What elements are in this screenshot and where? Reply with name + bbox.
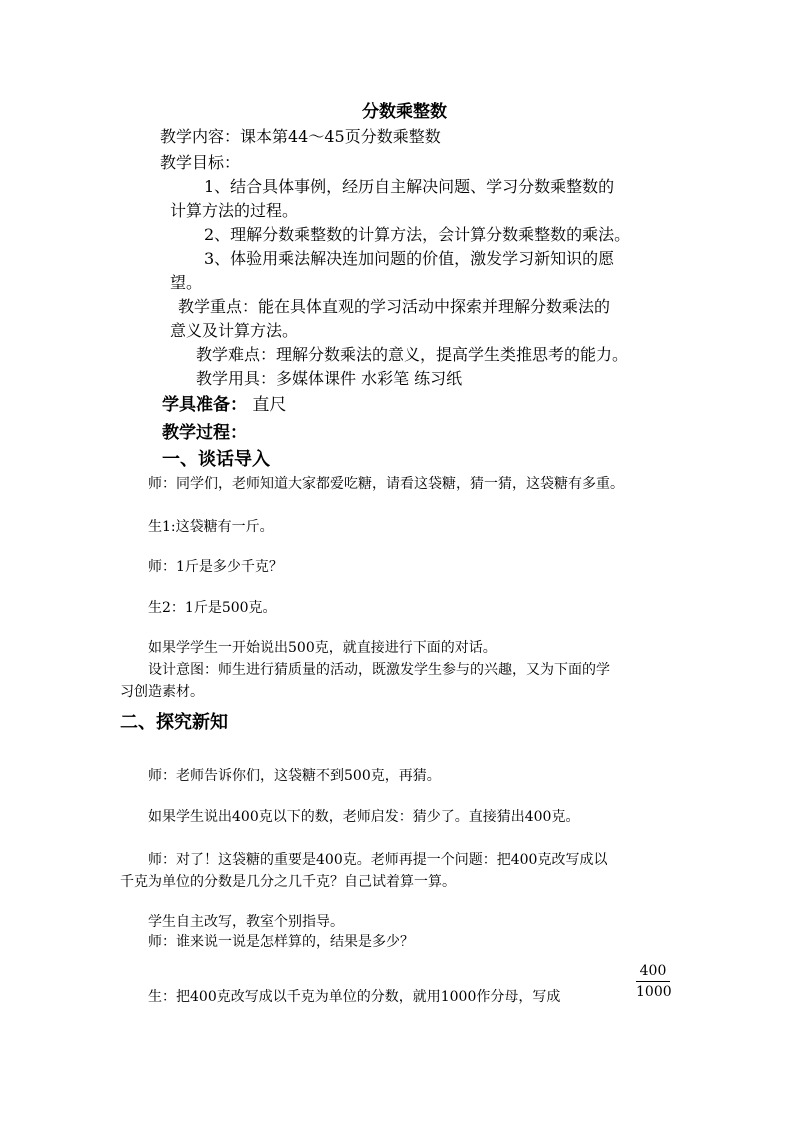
prep-row	[162, 394, 286, 416]
teaching-tools: 教学用具：多媒体课件 水彩笔 练习纸	[196, 369, 463, 388]
goals-label: 教学目标：	[160, 153, 241, 172]
section-1-heading: 一、谈话导入	[162, 449, 270, 470]
section-1-line-1: 师：同学们，老师知道大家都爱吃糖，请看这袋糖，猜一猜，这袋糖有多重。	[148, 476, 624, 492]
section-1-line-3: 师：1斤是多少千克？	[148, 559, 283, 575]
goal-2: 2、理解分数乘整数的计算方法，会计算分数乘整数的乘法。	[204, 225, 631, 244]
difficulty: 教学难点：理解分数乘法的意义，提高学生类推思考的能力。	[196, 345, 629, 364]
goal-3-line-2: 望。	[170, 273, 203, 292]
prep-value: 直尺	[252, 395, 287, 415]
section-1-line-5: 如果学学生一开始说出500克，就直接进行下面的对话。	[148, 640, 497, 656]
fraction-400-over-1000	[636, 962, 670, 1001]
prep-label: 学具准备：	[162, 395, 247, 415]
goal-1-line-1: 1、结合具体事例，经历自主解决问题、学习分数乘整数的	[204, 177, 615, 196]
design-intent-line-2: 习创造素材。	[120, 684, 204, 700]
goal-3-line-1: 3、体验用乘法解决连加问题的价值，激发学习新知识的愿	[204, 249, 615, 268]
section-2-line-2: 如果学生说出400克以下的数，老师启发：猜少了。直接猜出400克。	[148, 809, 580, 825]
teaching-content: 教学内容：课本第44～45页分数乘整数	[160, 127, 441, 146]
section-2-heading: 二、探究新知	[120, 712, 228, 733]
fraction-denominator: 1000	[636, 984, 672, 1000]
section-2-line-3a: 师：对了！这袋糖的重要是400克。老师再提一个问题：把400克改写成以	[148, 852, 608, 868]
section-1-line-2: 生1:这袋糖有一斤。	[148, 519, 274, 535]
section-2-line-1: 师：老师告诉你们，这袋糖不到500克，再猜。	[148, 768, 441, 784]
design-intent-line-1: 设计意图：师生进行猜质量的活动，既激发学生参与的兴趣，又为下面的学	[148, 662, 610, 678]
process-label: 教学过程：	[162, 423, 247, 443]
key-points-line-1: 教学重点：能在具体直观的学习活动中探索并理解分数乘法的	[178, 297, 611, 316]
goal-1-line-2: 计算方法的过程。	[170, 201, 299, 220]
section-2-line-4: 学生自主改写，教室个别指导。	[148, 914, 344, 930]
section-2-line-5: 师：谁来说一说是怎样算的，结果是多少？	[148, 934, 414, 950]
section-2-line-6: 生：把400克改写成以千克为单位的分数，就用1000作分母，写成	[148, 989, 561, 1005]
section-1-line-4: 生2：1斤是500克。	[148, 600, 277, 616]
document-title: 分数乘整数	[362, 102, 447, 122]
section-2-line-3b: 千克为单位的分数是几分之几千克？自己试着算一算。	[120, 874, 456, 890]
fraction-numerator: 400	[636, 962, 670, 982]
key-points-line-2: 意义及计算方法。	[170, 321, 299, 340]
